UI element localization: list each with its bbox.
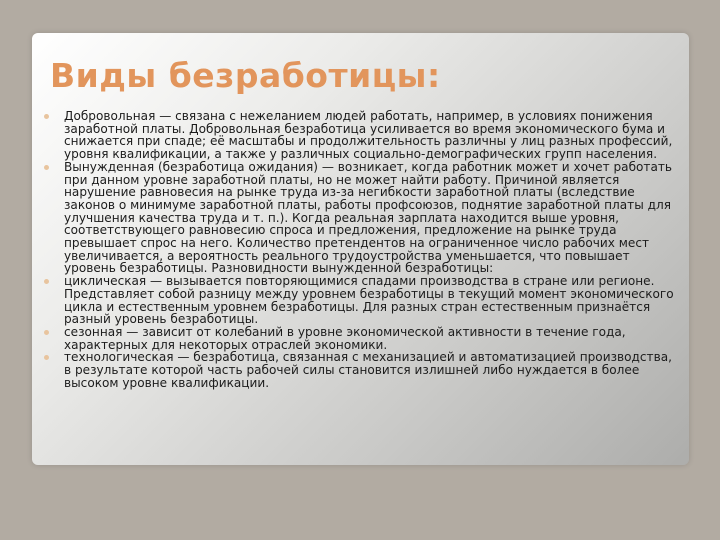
bullet-item-technological <box>44 351 674 389</box>
bullet-list <box>44 110 674 389</box>
bullet-text: технологическая — безработица, связанная с механизацией и автоматизацией производства, в результате которой часть рабочей силы становится излишней либо нуждается в более высоком уровне квалификации. <box>64 350 672 390</box>
slide-title: Виды безработицы: <box>50 56 441 95</box>
bullet-item-seasonal <box>44 326 674 351</box>
bullet-icon <box>44 114 49 119</box>
bullet-text: Добровольная — связана с нежеланием людей работать, например, в условиях понижения заработной платы. Добровольная безработица усиливается во время экономического бума и снижается при спаде; её масштабы и продолжительность различны у лиц разных профессий, уровня квалификации, а также у различных социально-демографических групп населения. <box>64 109 673 162</box>
bullet-icon <box>44 165 49 170</box>
bullet-item-voluntary <box>44 110 674 161</box>
bullet-text: Вынужденная (безработица ожидания) — возникает, когда работник может и хочет работать при данном уровне заработной платы, но не может найти работу. Причиной является нарушение равновесия на рынке труда из-за негибкости заработной платы (вследствие законов о минимуме заработной платы, работы профсоюзов, поднятие заработной платы для улучшения качества труда и т. п.). Когда реальная зарплата находится выше уровня, соответствующего равновесию спроса и предложения, предложение на рынке труда превышает спрос на него. Количество претендентов на ограниченное число рабочих мест увеличивается, а вероятность реального трудоустройства уменьшается, что повышает уровень безработицы. Разновидности вынужденной безработицы: <box>64 159 673 276</box>
bullet-text: циклическая — вызывается повторяющимися спадами производства в стране или регионе. Представляет собой разницу между уровнем безработицы в текущий момент экономического цикла и естественным уровнем безработицы. Для разных стран естественным признаётся разный уровень безработицы. <box>64 274 674 327</box>
bullet-text: сезонная — зависит от колебаний в уровне экономической активности в течение года, характерных для некоторых отраслей экономики. <box>64 324 626 352</box>
bullet-icon <box>44 330 49 335</box>
bullet-item-cyclical <box>44 275 674 326</box>
bullet-icon <box>44 355 49 360</box>
bullet-item-forced <box>44 161 674 275</box>
bullet-icon <box>44 279 49 284</box>
